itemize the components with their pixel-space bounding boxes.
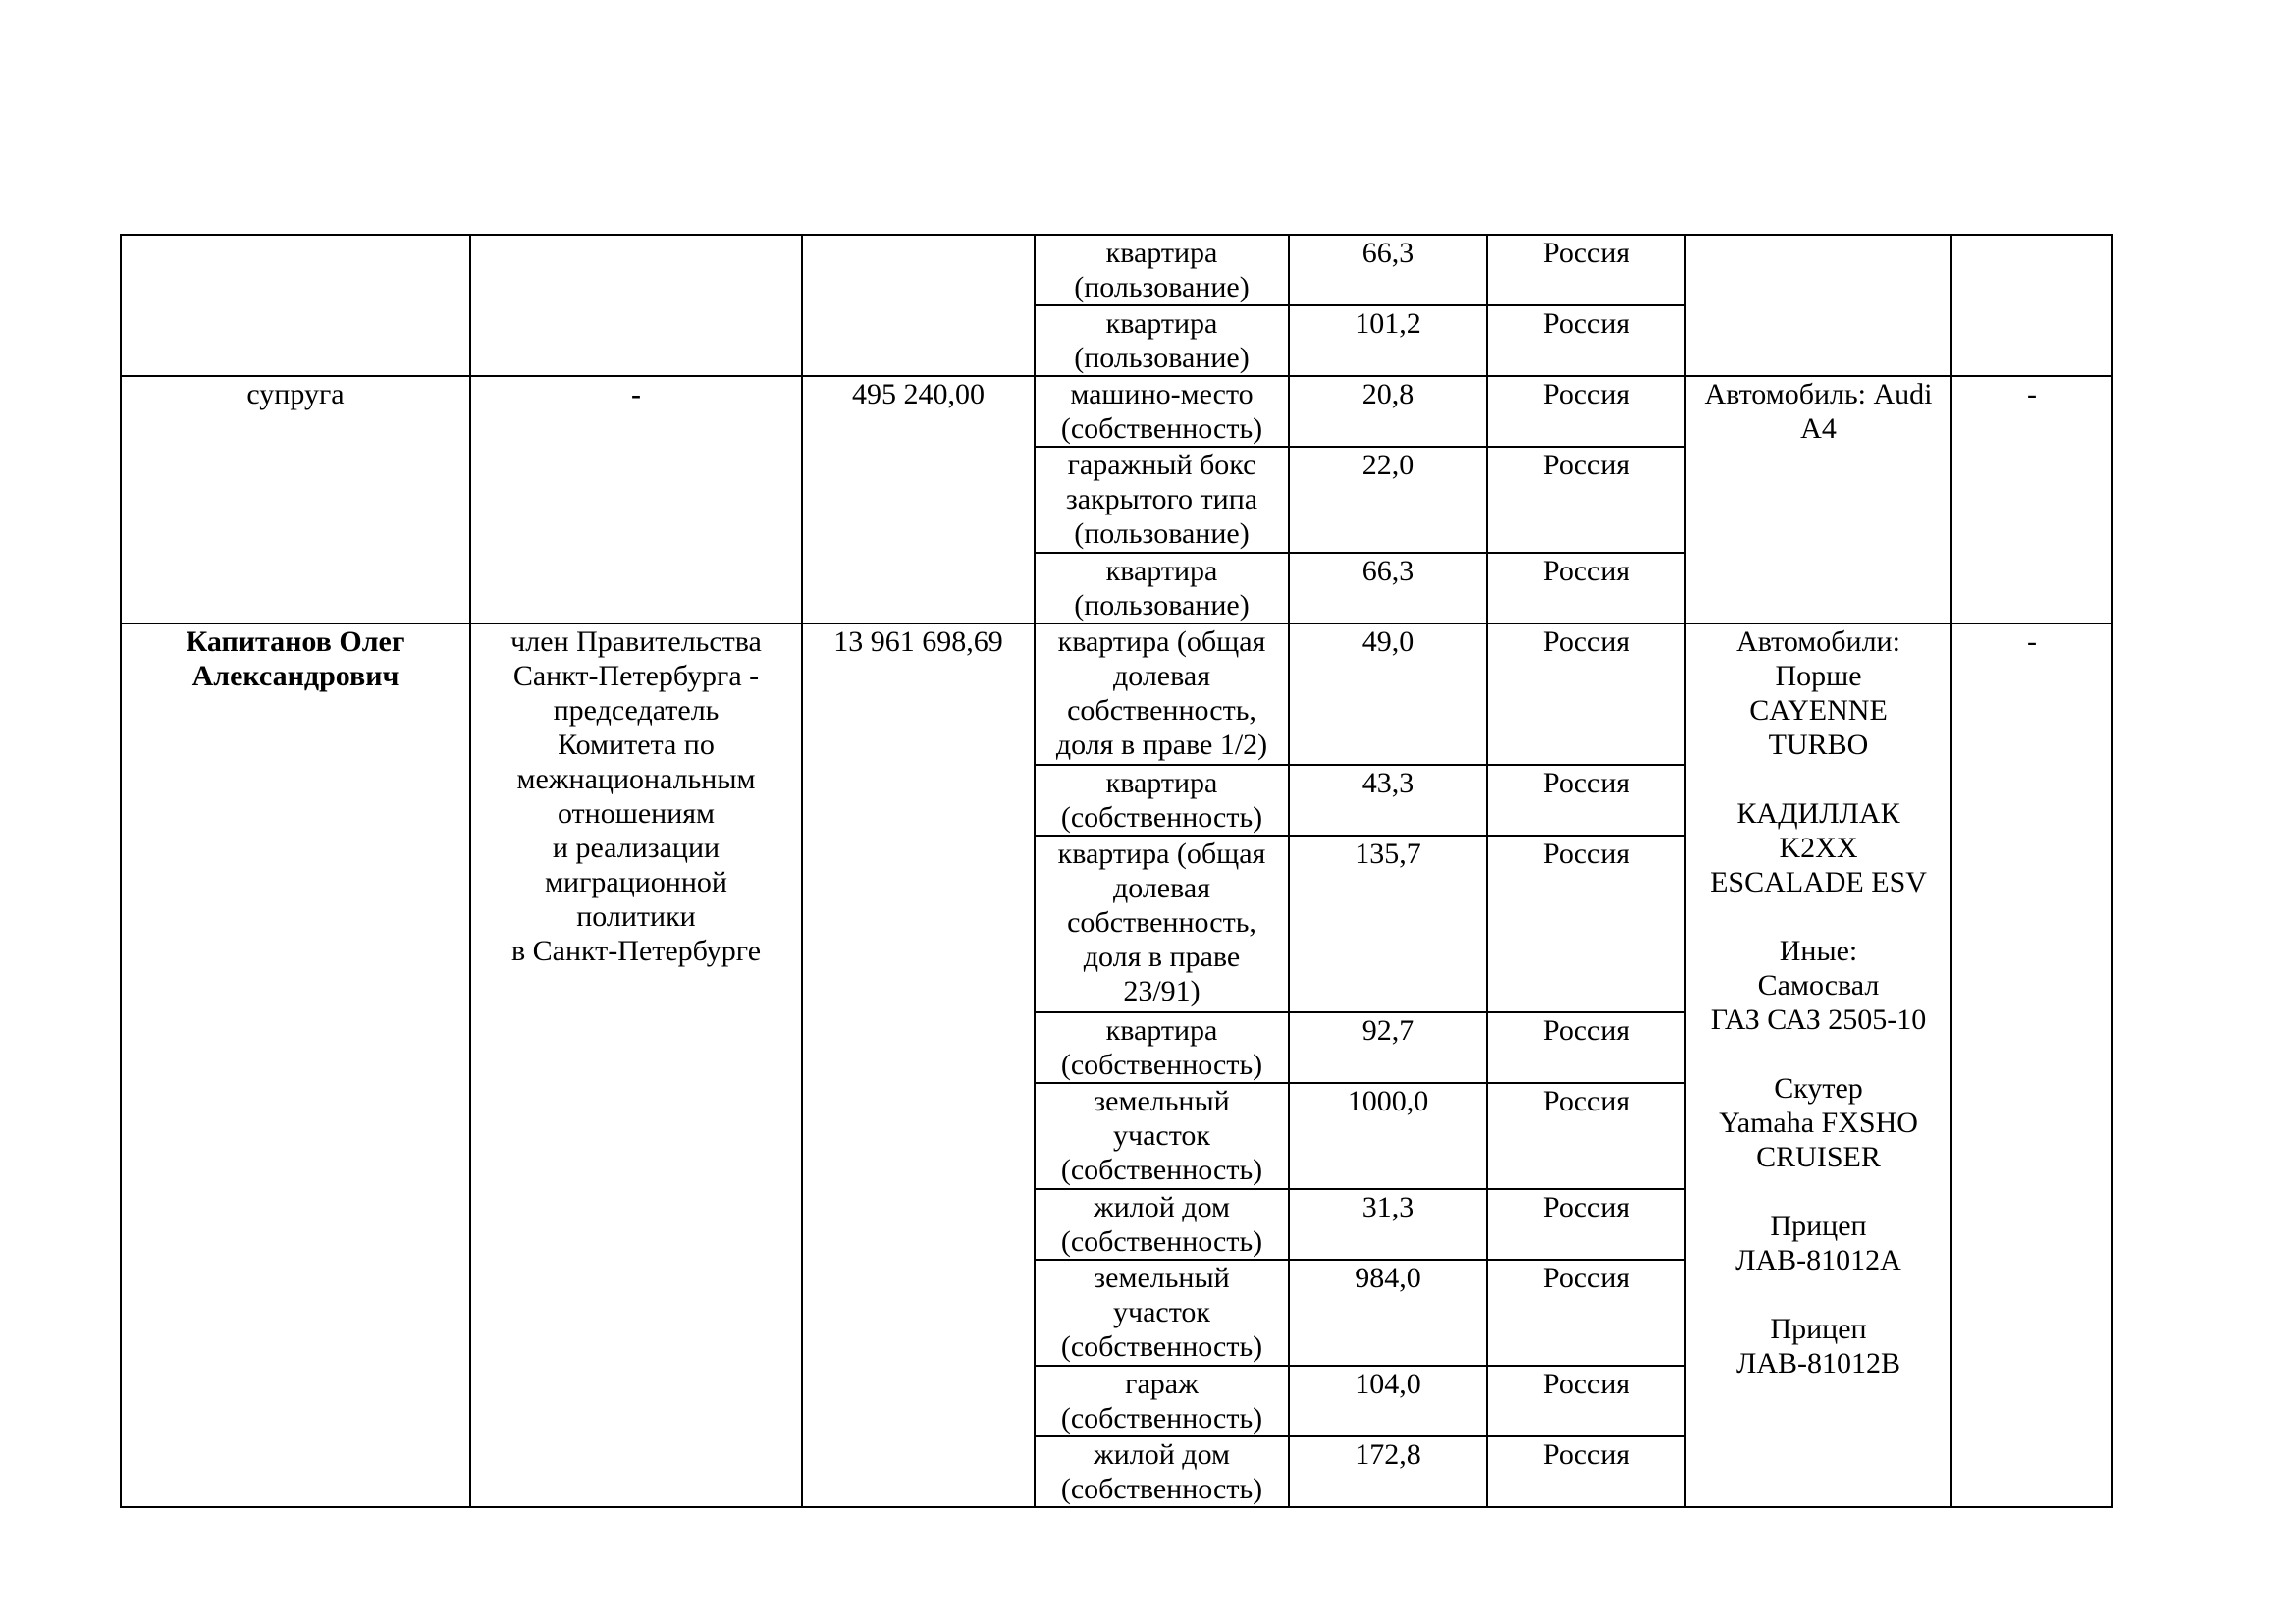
- income-cell: [802, 376, 1035, 623]
- property-type-cell: [1035, 305, 1289, 376]
- property-type-cell: [1035, 376, 1289, 447]
- property-country-cell: [1487, 1189, 1685, 1260]
- property-area-cell: [1289, 1012, 1487, 1083]
- property-type-cell: [1035, 765, 1289, 836]
- property-area-cell: [1289, 1189, 1487, 1260]
- property-country: Россия: [1542, 307, 1630, 340]
- vehicle-line: Иные:: [1779, 935, 1858, 967]
- name-cell: [121, 235, 470, 376]
- position-line: Санкт-Петербурга -: [512, 660, 760, 692]
- property-area-cell: [1289, 1366, 1487, 1436]
- property-type-line: (собственность): [1060, 801, 1263, 834]
- person-name-cell: [121, 376, 470, 623]
- property-area: 172,8: [1355, 1438, 1421, 1471]
- property-type-cell: [1035, 1189, 1289, 1260]
- property-type-line: квартира: [1105, 767, 1218, 799]
- property-area: 20,8: [1362, 378, 1415, 410]
- vehicle-line: Прицеп: [1770, 1313, 1867, 1345]
- property-country-cell: [1487, 1436, 1685, 1507]
- property-area-cell: [1289, 447, 1487, 553]
- blank-line: [1692, 1174, 1945, 1209]
- table-row: [121, 235, 2112, 305]
- property-type-line: (собственность): [1060, 412, 1263, 445]
- property-area: 22,0: [1362, 449, 1415, 481]
- property-area-cell: [1289, 235, 1487, 305]
- property-type-line: 23/91): [1123, 975, 1201, 1007]
- property-country: Россия: [1542, 1262, 1630, 1294]
- property-country-cell: [1487, 447, 1685, 553]
- property-type-line: земельный: [1094, 1085, 1230, 1117]
- property-area: 104,0: [1355, 1368, 1421, 1400]
- vehicle-line: CAYENNE: [1749, 694, 1888, 727]
- vehicle-line: CRUISER: [1756, 1141, 1881, 1173]
- property-area: 49,0: [1362, 625, 1415, 658]
- property-type-line: доля в праве: [1083, 941, 1241, 973]
- property-type-line: квартира: [1105, 555, 1218, 587]
- position-line: отношениям: [557, 797, 716, 830]
- vehicle-line: ESCALADE ESV: [1710, 866, 1927, 898]
- vehicle-line: ЛАВ-81012В: [1735, 1347, 1901, 1380]
- property-area-cell: [1289, 553, 1487, 623]
- property-country: Россия: [1542, 1368, 1630, 1400]
- property-type-line: квартира (общая: [1057, 625, 1266, 658]
- property-country: Россия: [1542, 237, 1630, 269]
- property-area-cell: [1289, 1083, 1487, 1189]
- property-area-cell: [1289, 1436, 1487, 1507]
- deals-value: -: [2027, 378, 2037, 410]
- property-type-cell: [1035, 1366, 1289, 1436]
- position-line: политики: [576, 900, 696, 933]
- property-type-line: квартира: [1105, 307, 1218, 340]
- property-area: 1000,0: [1347, 1085, 1429, 1117]
- vehicle-line: Порше: [1775, 660, 1862, 692]
- property-country: Россия: [1542, 767, 1630, 799]
- vehicle-line: ГАЗ САЗ 2505-10: [1710, 1003, 1927, 1036]
- property-type-cell: [1035, 1012, 1289, 1083]
- property-country: Россия: [1542, 838, 1630, 870]
- vehicle-line: Самосвал: [1757, 969, 1880, 1001]
- deals-value: -: [2027, 625, 2037, 658]
- vehicle-line: Автомобиль: Audi: [1704, 378, 1933, 410]
- property-area: 43,3: [1362, 767, 1415, 799]
- property-type-line: закрытого типа: [1065, 483, 1258, 515]
- property-country: Россия: [1542, 1438, 1630, 1471]
- property-area: 31,3: [1362, 1191, 1415, 1223]
- position-line: Комитета по: [558, 729, 715, 761]
- vehicle-line: Прицеп: [1770, 1210, 1867, 1242]
- property-country-cell: [1487, 1083, 1685, 1189]
- property-type-line: доля в праве 1/2): [1055, 729, 1268, 761]
- property-type-line: собственность,: [1067, 906, 1256, 939]
- property-type-line: (пользование): [1074, 589, 1250, 622]
- table-row: [121, 623, 2112, 765]
- property-country-cell: [1487, 235, 1685, 305]
- vehicle-line: Yamaha FXSHO: [1719, 1107, 1918, 1139]
- property-country-cell: [1487, 1012, 1685, 1083]
- vehicle-line: Автомобили:: [1736, 625, 1900, 658]
- property-type-line: участок: [1112, 1119, 1210, 1152]
- property-type-line: (собственность): [1060, 1402, 1263, 1435]
- property-type-cell: [1035, 623, 1289, 765]
- property-type-cell: [1035, 553, 1289, 623]
- table-body: [121, 235, 2112, 1507]
- position-line: и реализации: [552, 832, 721, 864]
- property-type-line: квартира: [1105, 1014, 1218, 1047]
- property-country-cell: [1487, 623, 1685, 765]
- person-name-line: Александрович: [191, 660, 400, 692]
- person-name-line: Капитанов Олег: [186, 625, 405, 658]
- position-dash: -: [631, 378, 641, 410]
- vehicles-cell: [1685, 623, 1951, 1507]
- person-name-cell: [121, 623, 470, 1507]
- property-type-line: жилой дом: [1094, 1191, 1230, 1223]
- property-country: Россия: [1542, 625, 1630, 658]
- property-type-line: машино-место: [1070, 378, 1254, 410]
- property-area-cell: [1289, 1260, 1487, 1366]
- person-name: супруга: [246, 378, 345, 410]
- vehicle-line: КАДИЛЛАК: [1736, 797, 1900, 830]
- property-type-cell: [1035, 235, 1289, 305]
- income-cell: [802, 235, 1035, 376]
- vehicles-cell: [1685, 376, 1951, 623]
- declaration-table: [120, 234, 2113, 1508]
- property-type-line: долевая: [1112, 660, 1211, 692]
- blank-line: [1692, 762, 1945, 796]
- table-row: [121, 376, 2112, 447]
- property-type-line: собственность,: [1067, 694, 1256, 727]
- deals-cell: [1951, 623, 2112, 1507]
- property-country: Россия: [1542, 449, 1630, 481]
- property-type-line: долевая: [1112, 872, 1211, 904]
- vehicle-line: ЛАВ-81012А: [1735, 1244, 1901, 1276]
- deals-cell: [1951, 235, 2112, 376]
- property-type-cell: [1035, 1083, 1289, 1189]
- vehicle-line: K2XX: [1779, 832, 1858, 864]
- property-area: 92,7: [1362, 1014, 1415, 1047]
- position-line: в Санкт-Петербурге: [510, 935, 762, 967]
- property-type-cell: [1035, 836, 1289, 1012]
- property-type-cell: [1035, 447, 1289, 553]
- property-country: Россия: [1542, 1014, 1630, 1047]
- property-type-line: (пользование): [1074, 342, 1250, 374]
- property-area-cell: [1289, 765, 1487, 836]
- vehicles-cell: [1685, 235, 1951, 376]
- blank-line: [1692, 1037, 1945, 1071]
- vehicle-line: A4: [1800, 412, 1837, 445]
- vehicle-line: Скутер: [1774, 1072, 1863, 1105]
- income-value: 13 961 698,69: [833, 625, 1003, 658]
- property-area: 984,0: [1355, 1262, 1421, 1294]
- property-type-line: (собственность): [1060, 1049, 1263, 1081]
- property-type-line: (собственность): [1060, 1473, 1263, 1505]
- position-cell: [470, 376, 802, 623]
- position-line: председатель: [553, 694, 720, 727]
- property-type-line: гараж: [1125, 1368, 1199, 1400]
- property-area-cell: [1289, 623, 1487, 765]
- property-country: Россия: [1542, 378, 1630, 410]
- property-type-line: (собственность): [1060, 1154, 1263, 1186]
- property-area: 101,2: [1355, 307, 1421, 340]
- property-area: 66,3: [1362, 237, 1415, 269]
- property-area-cell: [1289, 376, 1487, 447]
- position-cell: [470, 623, 802, 1507]
- property-type-cell: [1035, 1436, 1289, 1507]
- position-line: межнациональным: [516, 763, 756, 795]
- property-type-line: (собственность): [1060, 1225, 1263, 1258]
- property-area: 66,3: [1362, 555, 1415, 587]
- property-type-line: квартира (общая: [1057, 838, 1266, 870]
- vehicle-line: TURBO: [1768, 729, 1869, 761]
- property-country-cell: [1487, 376, 1685, 447]
- property-area: 135,7: [1355, 838, 1421, 870]
- position-line: миграционной: [545, 866, 727, 898]
- property-area-cell: [1289, 836, 1487, 1012]
- property-country-cell: [1487, 1366, 1685, 1436]
- income-cell: [802, 623, 1035, 1507]
- property-country: Россия: [1542, 1191, 1630, 1223]
- income-value: 495 240,00: [852, 378, 985, 410]
- property-type-line: (собственность): [1060, 1330, 1263, 1363]
- property-country-cell: [1487, 305, 1685, 376]
- property-country: Россия: [1542, 1085, 1630, 1117]
- property-type-line: (пользование): [1074, 271, 1250, 303]
- deals-cell: [1951, 376, 2112, 623]
- property-country-cell: [1487, 553, 1685, 623]
- property-type-line: жилой дом: [1094, 1438, 1230, 1471]
- property-type-line: участок: [1112, 1296, 1210, 1328]
- property-type-line: земельный: [1094, 1262, 1230, 1294]
- property-country-cell: [1487, 765, 1685, 836]
- blank-line: [1692, 899, 1945, 934]
- blank-line: [1692, 1277, 1945, 1312]
- position-line: член Правительства: [510, 625, 762, 658]
- property-country-cell: [1487, 836, 1685, 1012]
- position-cell: [470, 235, 802, 376]
- property-type-line: квартира: [1105, 237, 1218, 269]
- property-country: Россия: [1542, 555, 1630, 587]
- property-type-line: гаражный бокс: [1067, 449, 1256, 481]
- property-area-cell: [1289, 305, 1487, 376]
- property-type-line: (пользование): [1074, 517, 1250, 550]
- property-type-cell: [1035, 1260, 1289, 1366]
- property-country-cell: [1487, 1260, 1685, 1366]
